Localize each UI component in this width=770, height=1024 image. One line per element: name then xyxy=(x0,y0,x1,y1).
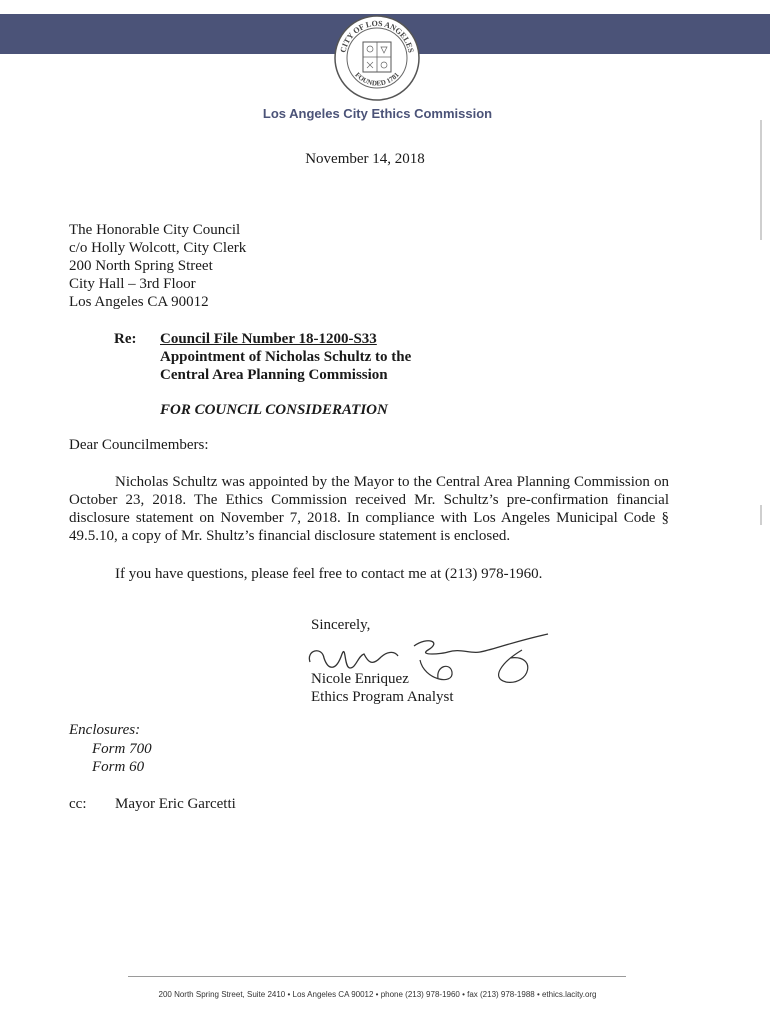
address-line: The Honorable City Council xyxy=(69,222,241,238)
cc-label: cc: xyxy=(69,796,87,812)
address-line: 200 North Spring Street xyxy=(69,258,213,274)
enclosures-label: Enclosures: xyxy=(69,722,141,738)
subject-label: Re: xyxy=(114,331,137,347)
council-file-number: Council File Number 18-1200-S33 xyxy=(160,331,377,347)
signer-title: Ethics Program Analyst xyxy=(311,689,454,705)
salutation: Dear Councilmembers: xyxy=(69,437,209,453)
body-paragraph: Nicholas Schultz was appointed by the Mayor to the Central Area Planning Commission on October 23, 2018. The Ethics Commission received Mr. Schultz’s pre-confirmation financial disclosure statement on November 7, 2018. In compliance with Los Angeles Municipal Code § 49.5.10, a copy of Mr. Shultz’s financial disclosure statement is enclosed. xyxy=(69,474,669,544)
organization-name: Los Angeles City Ethics Commission xyxy=(262,106,493,121)
subject-line: Central Area Planning Commission xyxy=(160,367,388,383)
address-line: Los Angeles CA 90012 xyxy=(69,294,209,310)
city-seal xyxy=(333,14,421,102)
scan-edge-mark xyxy=(760,120,762,240)
enclosure-item: Form 700 xyxy=(92,741,152,757)
enclosure-item: Form 60 xyxy=(92,759,145,775)
footer-contact: 200 North Spring Street, Suite 2410 • Los Angeles CA 90012 • phone (213) 978-1960 • fax (213) 978-1988 • ethics.lacity.org xyxy=(158,990,597,999)
letter-date: November 14, 2018 xyxy=(305,151,425,167)
address-line: City Hall – 3rd Floor xyxy=(69,276,196,292)
recipient-address xyxy=(69,221,246,311)
footer-divider xyxy=(128,976,626,977)
scan-edge-mark xyxy=(760,505,762,525)
subject-line: Appointment of Nicholas Schultz to the xyxy=(160,349,412,365)
seal-text-top: CITY OF LOS ANGELES xyxy=(338,18,416,54)
address-line: c/o Holly Wolcott, City Clerk xyxy=(69,240,247,256)
cc-recipient: Mayor Eric Garcetti xyxy=(115,796,236,812)
subject-block xyxy=(160,330,411,384)
sign-off: Sincerely, xyxy=(311,617,371,633)
body-paragraph: If you have questions, please feel free to contact me at (213) 978-1960. xyxy=(115,566,543,582)
action-heading: FOR COUNCIL CONSIDERATION xyxy=(160,402,388,418)
seal-text-bottom: FOUNDED 1781 xyxy=(353,70,401,88)
signer-name: Nicole Enriquez xyxy=(311,671,409,687)
